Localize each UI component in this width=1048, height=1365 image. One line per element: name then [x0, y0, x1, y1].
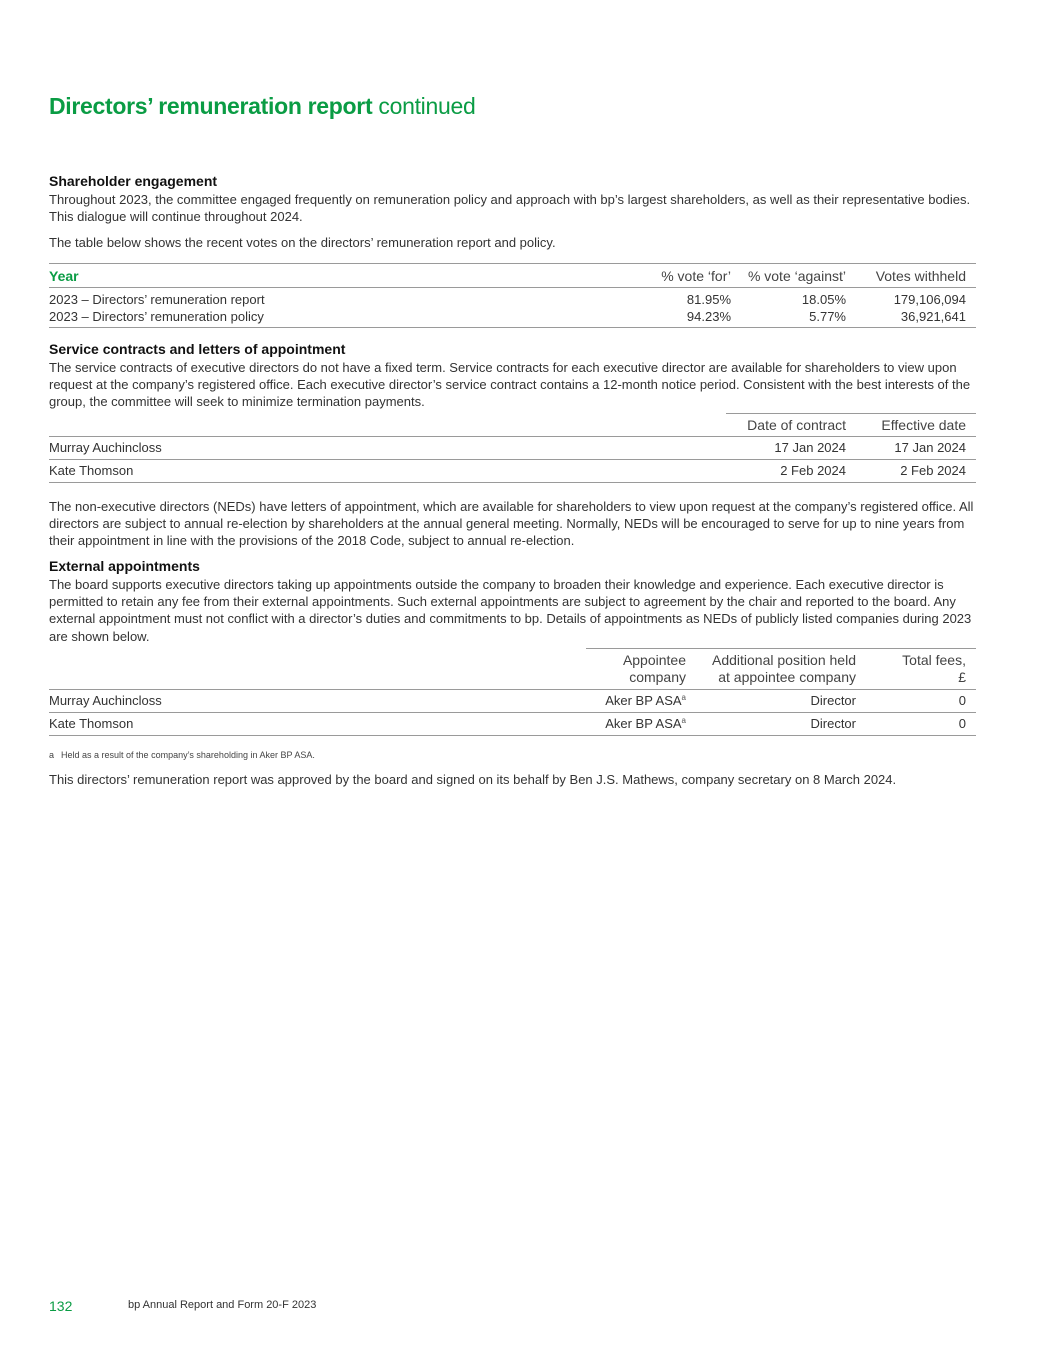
votes-cell-for: 94.23%: [616, 308, 741, 328]
votes-cell-withheld: 179,106,094: [893, 291, 966, 307]
page-title: [49, 91, 475, 121]
votes-cell-against: 5.77%: [741, 308, 856, 328]
page-title-main: Directors’ remuneration report: [49, 93, 373, 119]
service-contracts-heading: Service contracts and letters of appointment: [49, 340, 346, 357]
table-row: [49, 689, 976, 712]
external-header-position: [696, 648, 866, 689]
external-header-position-line2: at appointee company: [718, 668, 856, 685]
external-cell-fees: 0: [866, 689, 976, 712]
external-cell-position: Director: [696, 712, 866, 735]
external-appointments-heading: External appointments: [49, 557, 200, 574]
votes-cell-withheld: 36,921,641: [856, 308, 976, 328]
votes-cell-for: 81.95%: [686, 291, 731, 307]
external-cell-company: [586, 689, 696, 712]
table-row: [49, 459, 976, 482]
table-row: [49, 436, 976, 459]
external-cell-name: Kate Thomson: [49, 712, 586, 735]
contracts-header-effective: Effective date: [856, 413, 976, 436]
external-cell-name: Murray Auchincloss: [49, 689, 586, 712]
external-cell-position: Director: [696, 689, 866, 712]
external-cell-company-text: Aker BP ASA: [605, 693, 682, 709]
shareholder-engagement-paragraph: Throughout 2023, the committee engaged frequently on remuneration policy and approach with bp’s largest shareholders, as well as their representative bodies. This dialogue will continue throughout 2024.: [49, 192, 971, 225]
external-header-company: [586, 648, 696, 689]
external-header-fees-line1: Total fees,: [902, 651, 966, 668]
external-header-fees: [866, 648, 976, 689]
service-contracts-paragraph: The service contracts of executive directors do not have a fixed term. Service contracts for each executive director are available for shareholders to view upon request at the company’s registered office. Each executive director’s service contract contains a 12-month notice period. Consistent with the best interests of the group, the committee will seek to minimize termination payments.: [49, 359, 971, 410]
external-appointments-section: [49, 557, 976, 761]
votes-table: [49, 263, 976, 328]
footnote: [49, 749, 976, 761]
votes-cell-year: 2023 – Directors’ remuneration policy: [49, 308, 616, 328]
shareholder-engagement-section: [49, 172, 976, 328]
external-appointments-paragraph: The board supports executive directors taking up appointments outside the company to broaden their knowledge and experience. Each executive director is permitted to retain any fee from their external appointments. Such external appointments are subject to agreement by the chair and reported to the board. Any external appointment must not conflict with a director’s duties and commitments to bp. Details of appointments as NEDs of publicly listed companies during 2023 are shown below.: [49, 576, 972, 644]
contracts-header-row: [49, 413, 976, 436]
footnote-marker: a: [681, 716, 686, 726]
votes-header-withheld: Votes withheld: [856, 263, 976, 287]
votes-cell-year: 2023 – Directors’ remuneration report: [49, 291, 265, 307]
contracts-table: [49, 413, 976, 483]
shareholder-engagement-heading: Shareholder engagement: [49, 173, 218, 189]
external-cell-company: [586, 712, 696, 735]
page-title-continued: continued: [378, 93, 476, 119]
external-header-position-line1: Additional position held: [712, 651, 856, 668]
page-number: 132: [49, 1298, 73, 1314]
approval-statement: This directors’ remuneration report was approved by the board and signed on its behalf by Ben J.S. Mathews, company secretary on 8 March 2024.: [49, 771, 897, 787]
contracts-cell-name: Kate Thomson: [49, 459, 726, 482]
table-row: [49, 308, 976, 328]
external-cell-company-text: Aker BP ASA: [605, 716, 682, 732]
footnote-mark: a: [49, 749, 55, 760]
votes-header-for: % vote ‘for’: [616, 263, 741, 287]
table-row: [49, 712, 976, 735]
report-body: [49, 172, 976, 788]
contracts-cell-date: 17 Jan 2024: [726, 436, 856, 459]
votes-header-row: [49, 263, 976, 287]
external-header-row: [49, 648, 976, 689]
neds-paragraph: The non-executive directors (NEDs) have letters of appointment, which are available for shareholders to view upon request at the company’s registered office. All directors are subject to annual re-election by shareholders at the annual general meeting. Normally, NEDs will be encouraged to serve for up to nine years from their appointment in line with the provisions of the 2018 Code, subject to annual re-election.: [49, 498, 974, 549]
votes-intro-paragraph: The table below shows the recent votes on the directors’ remuneration report and policy.: [49, 234, 556, 250]
contracts-cell-effective: 17 Jan 2024: [856, 436, 976, 459]
external-header-company-line2: company: [629, 668, 686, 685]
footnote-text: Held as a result of the company’s shareholding in Aker BP ASA.: [61, 749, 315, 760]
contracts-header-date: Date of contract: [726, 413, 856, 436]
service-contracts-section: [49, 340, 976, 550]
votes-cell-against: 18.05%: [801, 291, 846, 307]
contracts-cell-effective: 2 Feb 2024: [856, 459, 976, 482]
votes-header-against: % vote ‘against’: [741, 263, 856, 287]
contracts-header-blank: [49, 413, 726, 436]
external-cell-fees: 0: [866, 712, 976, 735]
report-name: bp Annual Report and Form 20-F 2023: [128, 1299, 317, 1311]
external-header-company-line1: Appointee: [622, 651, 686, 668]
contracts-cell-date: 2 Feb 2024: [726, 459, 856, 482]
external-table: [49, 648, 976, 736]
external-header-blank: [49, 648, 586, 689]
external-header-fees-line2: £: [958, 668, 966, 685]
table-row: [49, 287, 976, 308]
footnote-marker: a: [681, 693, 686, 703]
votes-header-year: Year: [49, 263, 616, 287]
contracts-cell-name: Murray Auchincloss: [49, 436, 726, 459]
